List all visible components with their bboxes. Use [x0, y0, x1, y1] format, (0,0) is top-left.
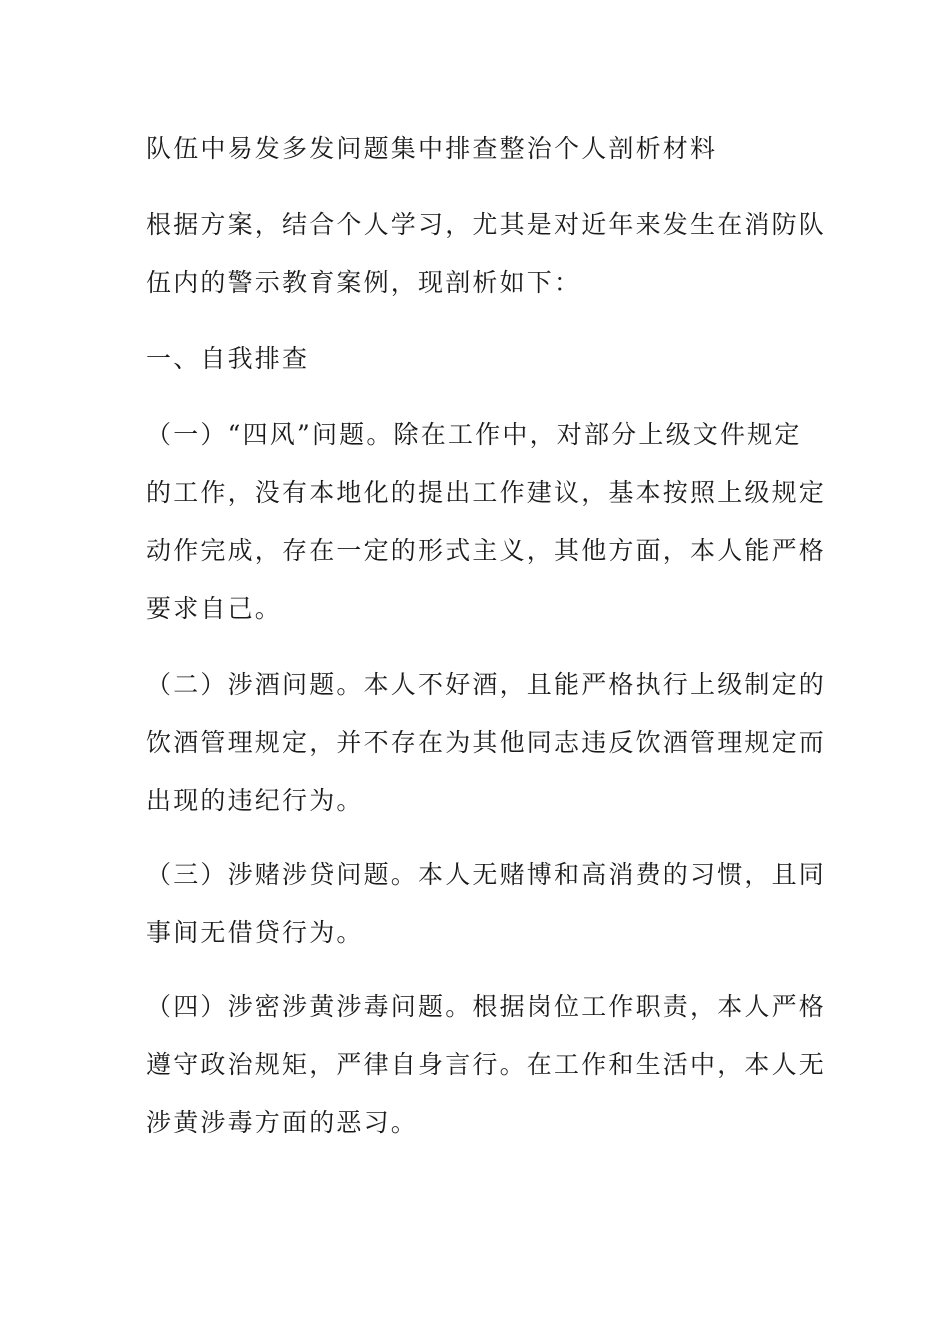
intro-paragraph: [146, 196, 827, 312]
item-secrecy-vice-drugs: [146, 978, 827, 1152]
item-alcohol: [146, 656, 827, 830]
paragraph-line: 出现的违纪行为。: [146, 786, 364, 815]
paragraph-line: 遵守政治规矩，严律自身言行。在工作和生活中，本人无: [146, 1050, 827, 1079]
paragraph-line: 要求自己。: [146, 594, 283, 623]
paragraph-line: （三）涉赌涉贷问题。本人无赌博和高消费的习惯，且同: [146, 860, 827, 889]
paragraph-line: （四）涉密涉黄涉毒问题。根据岗位工作职责，本人严格: [146, 992, 827, 1021]
heading-line: 一、自我排查: [146, 344, 310, 373]
paragraph-line: 根据方案，结合个人学习，尤其是对近年来发生在消防队: [146, 210, 827, 239]
paragraph-line: （二）涉酒问题。本人不好酒，且能严格执行上级制定的: [146, 670, 827, 699]
paragraph-line: 动作完成，存在一定的形式主义，其他方面，本人能严格: [146, 536, 827, 565]
paragraph-line: 事间无借贷行为。: [146, 918, 364, 947]
paragraph-line: 涉黄涉毒方面的恶习。: [146, 1108, 419, 1137]
document-title: [146, 120, 786, 178]
title-line: 队伍中易发多发问题集中排查整治个人剖析材料: [146, 134, 718, 163]
paragraph-line: 饮酒管理规定，并不存在为其他同志违反饮酒管理规定而: [146, 728, 827, 757]
item-gambling-loans: [146, 846, 827, 962]
paragraph-line: 伍内的警示教育案例，现剖析如下：: [146, 268, 582, 297]
item-four-winds: [146, 406, 827, 638]
paragraph-line: 的工作，没有本地化的提出工作建议，基本按照上级规定: [146, 478, 827, 507]
section-heading: [146, 330, 786, 388]
paragraph-line: （一）“四风”问题。除在工作中，对部分上级文件规定: [146, 420, 802, 449]
